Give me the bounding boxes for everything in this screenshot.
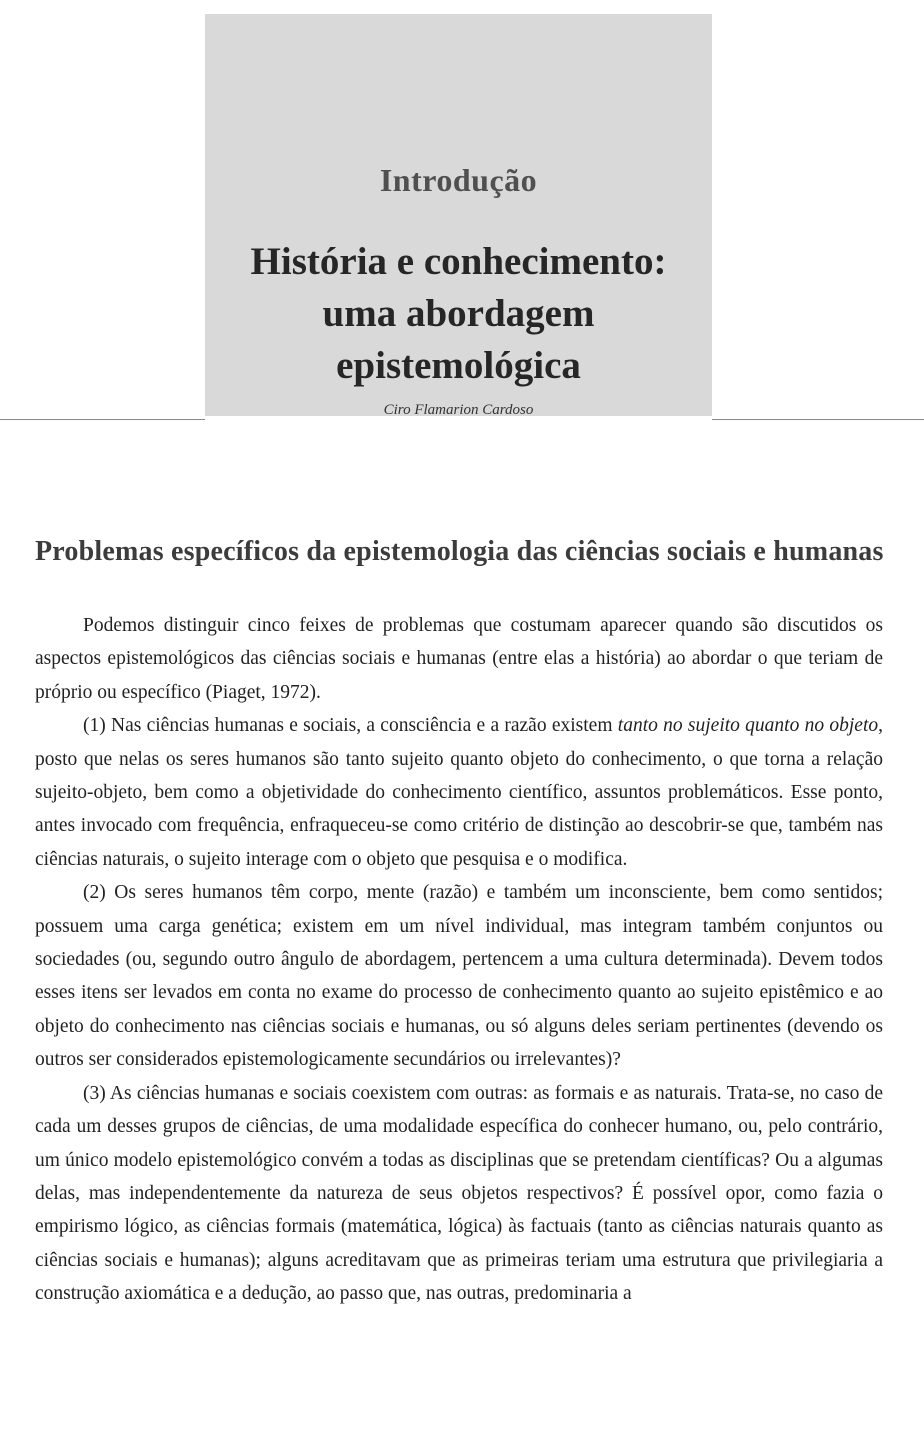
paragraph-intro: Podemos distinguir cinco feixes de problemas que costumam aparecer quando são discutidos os aspectos epistemológicos das ciências sociais e humanas (entre elas a história) ao abordar o que teriam de próprio ou específico (Piaget, 1972).	[35, 615, 883, 703]
body-text	[35, 609, 883, 1311]
author-name: Ciro Flamarion Cardoso	[383, 402, 534, 418]
paragraph-1-end: , posto que nelas os seres humanos são tanto sujeito quanto objeto do conhecimento, o que torna a relação sujeito-objeto, bem como a objetividade do conhecimento científico, assuntos problemáticos. Esse ponto, antes invocado com frequência, enfraqueceu-se como critério de distinção ao descobrir-se que, também nas ciências naturais, o sujeito interage com o objeto que pesquisa e o modifica.	[35, 715, 883, 870]
chapter-label: Introdução	[379, 162, 538, 198]
chapter-title-line-1: História e conhecimento:	[250, 240, 667, 283]
section-heading: Problemas específicos da epistemologia das ciências sociais e humanas	[35, 536, 884, 567]
right-divider	[712, 419, 924, 420]
paragraph-2: (2) Os seres humanos têm corpo, mente (razão) e também um inconsciente, bem como sentidos; possuem uma carga genética; existem em um nível individual, mas integram também conjuntos ou sociedades (ou, segundo outro ângulo de abordagem, pertencem a uma cultura determinada). Devem todos esses itens ser levados em conta no exame do processo de conhecimento quanto ao sujeito epistêmico e ao objeto do conhecimento nas ciências sociais e humanas, ou só alguns deles seriam pertinentes (devendo os outros ser considerados epistemologicamente secundários ou irrelevantes)?	[35, 882, 883, 1071]
paragraph-1-emphasis: tanto no sujeito quanto no objeto	[617, 715, 879, 737]
chapter-title-box	[205, 14, 712, 416]
chapter-title-line-3: epistemológica	[336, 344, 581, 387]
paragraph-3: (3) As ciências humanas e sociais coexistem com outras: as formais e as naturais. Trata-se, no caso de cada um desses grupos de ciências, de uma modalidade específica do conhecer humano, ou, pelo contrário, um único modelo epistemológico convém a todas as disciplinas que se pretendam científicas? Ou a algumas delas, mas independentemente da natureza de seus objetos respectivos? É possível opor, como fazia o empirismo lógico, as ciências formais (matemática, lógica) às factuais (tanto as ciências naturais quanto as ciências sociais e humanas); alguns acreditavam que as primeiras teriam uma estrutura que privilegiaria a construção axiomática e a dedução, ao passo que, nas outras, predominaria a	[35, 1082, 883, 1305]
paragraph-1	[35, 709, 883, 876]
left-divider	[0, 419, 205, 420]
chapter-title	[205, 236, 712, 392]
chapter-title-line-2: uma abordagem	[322, 292, 595, 335]
paragraph-1-start: (1) Nas ciências humanas e sociais, a consciência e a razão existem	[83, 715, 618, 737]
